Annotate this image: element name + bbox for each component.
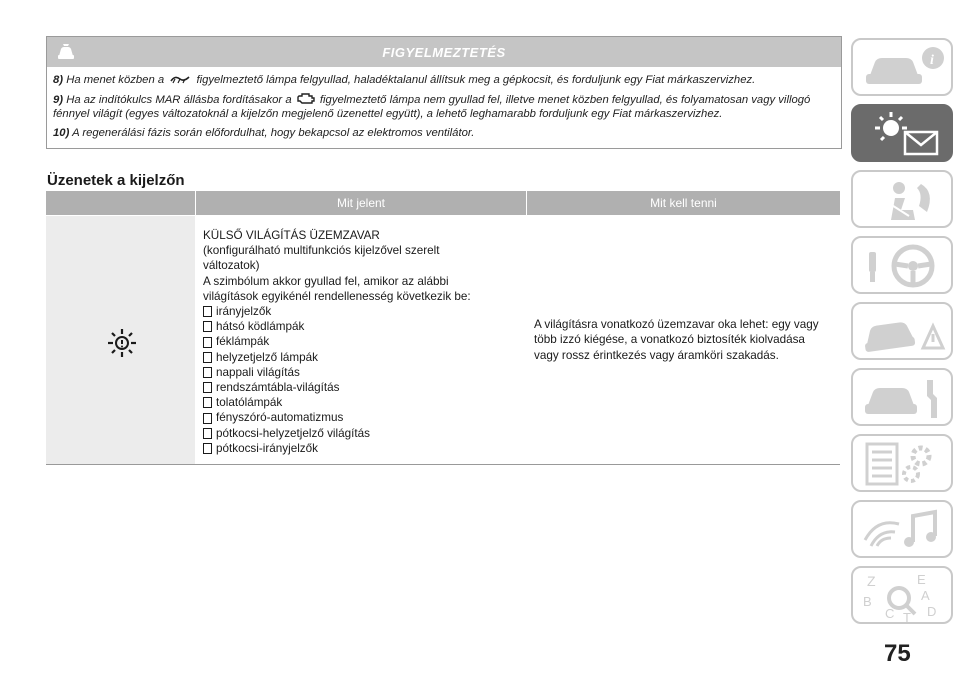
safety-airbag-icon xyxy=(861,176,947,224)
tab-starting-driving[interactable] xyxy=(851,236,953,294)
warning-item-8: 8) Ha menet közben a figyelmeztető lámpa felgyullad, haladéktalanul állítsuk meg a gépkocsit, és forduljunk egy Fiat márkaszervizhez. xyxy=(53,74,756,86)
warning-lights-icon xyxy=(861,110,947,160)
list-item: fényszóró-automatizmus xyxy=(203,410,525,425)
list-item: nappali világítás xyxy=(203,365,525,380)
tab-technical-data[interactable] xyxy=(851,434,953,492)
list-item: féklámpák xyxy=(203,334,525,349)
emergency-icon xyxy=(861,308,947,356)
warning-box xyxy=(46,36,842,149)
table-header xyxy=(46,191,840,216)
list-item: pótkocsi-helyzetjelző világítás xyxy=(203,426,525,441)
meaning-cell xyxy=(195,216,525,464)
checkbox-icon xyxy=(203,352,212,363)
svg-text:B: B xyxy=(863,594,872,609)
maintenance-icon xyxy=(861,374,947,422)
technical-data-icon xyxy=(861,440,947,488)
multimedia-icon xyxy=(861,506,947,554)
checkbox-icon xyxy=(203,428,212,439)
action-line: A világításra vonatkozó üzemzavar oka lehet: egy vagy xyxy=(534,318,819,332)
header-icon-col xyxy=(46,191,195,215)
table-row xyxy=(46,216,840,465)
list-item: helyzetjelző lámpák xyxy=(203,350,525,365)
warning-header xyxy=(47,37,841,67)
checkbox-icon xyxy=(203,397,212,408)
warning-item-10: 10) A regenerálási fázis során előfordulhat, hogy bekapcsol az elektromos ventilátor. xyxy=(53,126,475,139)
warning-body xyxy=(47,67,841,140)
meaning-line: KÜLSŐ VILÁGÍTÁS ÜZEMZAVAR xyxy=(203,229,380,242)
list-item: pótkocsi-irányjelzők xyxy=(203,441,525,456)
tab-warning-lights[interactable] xyxy=(851,104,953,162)
svg-text:A: A xyxy=(921,588,930,603)
page-number: 75 xyxy=(884,640,911,667)
tab-index[interactable] xyxy=(851,566,953,624)
engine-fault-icon xyxy=(169,73,191,85)
checkbox-icon xyxy=(203,337,212,348)
warning-title: FIGYELMEZTETÉS xyxy=(382,45,506,60)
action-text xyxy=(534,317,819,363)
checkbox-icon xyxy=(203,321,212,332)
header-action: Mit kell tenni xyxy=(526,191,840,215)
list-item: hátsó ködlámpák xyxy=(203,319,525,334)
car-info-icon xyxy=(861,44,947,92)
meaning-line: változatok) xyxy=(203,259,260,273)
header-meaning: Mit jelent xyxy=(195,191,526,215)
action-cell xyxy=(525,216,840,464)
action-line: több izzó kiégése, a vonatkozó biztosíték kiolvadása xyxy=(534,333,805,347)
svg-text:Z: Z xyxy=(867,573,876,589)
checkbox-icon xyxy=(203,367,212,378)
svg-text:i: i xyxy=(930,53,934,68)
svg-text:T: T xyxy=(903,610,911,622)
meaning-line: világítások egyikénél rendellenesség következik be: xyxy=(203,289,471,303)
action-line: vagy rossz érintkezés vagy áramköri szakadás. xyxy=(534,348,779,362)
tab-maintenance[interactable] xyxy=(851,368,953,426)
list-item: irányjelzők xyxy=(203,304,525,319)
svg-text:D: D xyxy=(927,604,937,619)
list-item: tolatólámpák xyxy=(203,395,525,410)
icon-cell xyxy=(46,216,195,464)
exterior-light-fault-icon xyxy=(105,326,139,360)
list-item: rendszámtábla-világítás xyxy=(203,380,525,395)
steering-wheel-icon xyxy=(861,242,947,290)
meaning-line: A szimbólum akkor gyullad fel, amikor az alábbi xyxy=(203,274,449,288)
tab-multimedia[interactable] xyxy=(851,500,953,558)
tab-car-info[interactable] xyxy=(851,38,953,96)
messages-table xyxy=(46,191,840,465)
meaning-line: (konfigurálható multifunkciós kijelzővel szerelt xyxy=(203,244,440,258)
tab-safety[interactable] xyxy=(851,170,953,228)
checkbox-icon xyxy=(203,413,212,424)
section-title: Üzenetek a kijelzőn xyxy=(47,172,185,189)
svg-text:E: E xyxy=(917,572,926,587)
tab-emergency[interactable] xyxy=(851,302,953,360)
warning-item-9: 9) Ha az indítókulcs MAR állásba fordításakor a figyelmeztető lámpa nem gyullad fel, illetve menet közben felgyullad, és folyamatosan vagy villogó fénnyel világít (egyes változatoknál a kijelzőn megjelenő üzenettel együtt), a lehető leghamarabb forduljunk egy Fiat márkaszervizhez. xyxy=(53,93,811,120)
checkbox-icon xyxy=(203,443,212,454)
svg-text:C: C xyxy=(885,606,895,621)
index-icon xyxy=(861,572,947,622)
checkbox-icon xyxy=(203,382,212,393)
checkbox-icon xyxy=(203,306,212,317)
engine-check-icon xyxy=(297,92,315,105)
